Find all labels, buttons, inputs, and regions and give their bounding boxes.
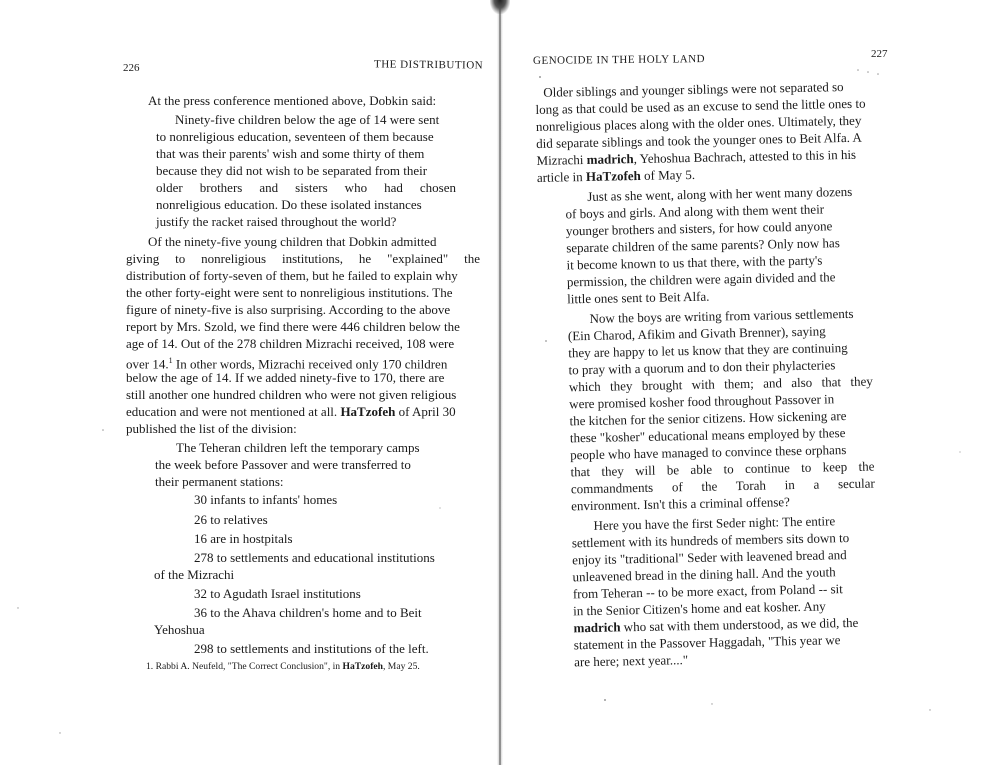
text-fragment: education and were not mentioned at all. xyxy=(126,404,338,419)
footnote-ref: 1 xyxy=(168,356,173,365)
text-fragment: In other words, Mizrachi received only 170 children xyxy=(172,356,448,372)
list-item: 36 to the Ahava children's home and to Beit xyxy=(194,605,422,620)
quote-line: it become known to us that there, with the party's xyxy=(566,252,823,273)
text-line: giving to nonreligious institutions, he "explained" the xyxy=(126,251,480,266)
right-running-head: GENOCIDE IN THE HOLY LAND xyxy=(532,53,706,67)
text-fragment: article in xyxy=(536,169,587,185)
text-line: unleavened bread in the dining hall. And the youth xyxy=(572,564,836,585)
quote-line: the kitchen for the senior citizens. How sickening are xyxy=(569,408,847,429)
text-line: still another one hundred children who were not given religious xyxy=(126,387,457,402)
list-item: 278 to settlements and educational institutions xyxy=(194,550,435,565)
text-fragment: of May 5. xyxy=(640,166,696,183)
text-line: below the age of 14. If we added ninety-five to 170, there are xyxy=(126,370,445,385)
text-line: figure of ninety-five is also surprising. According to the above xyxy=(126,302,451,317)
left-page-number: 226 xyxy=(123,62,140,74)
text-line: enjoy its "traditional" Seder with leavened bread and xyxy=(572,547,847,568)
text-line: At the press conference mentioned above, Dobkin said: xyxy=(148,93,437,108)
text-line: are here; next year...." xyxy=(574,652,689,670)
text-line: published the list of the division: xyxy=(126,421,297,436)
quote-line: The Teheran children left the temporary camps xyxy=(176,440,420,455)
quote-line: Now the boys are writing from various settlements xyxy=(589,305,854,326)
text-fragment: of April 30 xyxy=(395,404,456,419)
text-line: statement in the Passover Haggadah, "This year we xyxy=(573,632,841,653)
list-item: Yehoshua xyxy=(154,622,205,637)
list-item: 16 are in hostpitals xyxy=(194,531,293,546)
quote-line: permission, the children were again divided and the xyxy=(566,269,836,290)
text-fragment: , Yehoshua Bachrach, attested to this in his xyxy=(633,146,857,167)
right-page-number: 227 xyxy=(871,48,888,60)
list-item: 298 to settlements and institutions of the left. xyxy=(194,641,429,656)
quote-line: their permanent stations: xyxy=(155,474,284,489)
text-line: report by Mrs. Szold, we find there were 446 children below the xyxy=(126,319,460,334)
quote-line: separate children of the same parents? Only now has xyxy=(566,235,840,256)
text-fragment: who sat with them understood, as we did, the xyxy=(620,614,859,635)
text-line: Of the ninety-five young children that Dobkin admitted xyxy=(148,234,437,249)
text-fragment: over 14. xyxy=(126,356,169,372)
list-item: 32 to Agudath Israel institutions xyxy=(194,586,361,601)
text-line: Here you have the first Seder night: The entire xyxy=(593,513,836,533)
quote-line: to pray with a quorum and to don their phylacteries xyxy=(568,357,836,378)
text-fragment: Mizrachi xyxy=(536,151,587,168)
text-line: in the Senior Citizen's home and eat kosher. Any xyxy=(573,598,826,619)
text-line: did separate siblings and took the younger ones to Beit Alfa. A xyxy=(536,129,862,151)
quote-line: the week before Passover and were transferred to xyxy=(155,457,411,472)
quote-line: they are happy to let us know that they are continuing xyxy=(568,340,848,361)
text-line: distribution of forty-seven of them, but he failed to explain why xyxy=(126,268,458,283)
quote-line: because they did not wish to be separated from their xyxy=(156,163,428,178)
quote-line: that was their parents' wish and some thirty of them xyxy=(156,146,425,161)
quote-line: which they brought with them; and also that they xyxy=(568,373,873,395)
text-line: long as that could be used as an excuse to send the little ones to xyxy=(535,95,866,117)
quote-line: commandments of the Torah in a secular xyxy=(570,475,875,497)
list-item: 30 infants to infants' homes xyxy=(194,492,338,507)
right-page xyxy=(503,0,982,765)
newspaper-name: HaTzofeh xyxy=(342,661,383,672)
footnote-text: , May 25. xyxy=(383,661,420,672)
text-line: age of 14. Out of the 278 children Mizrachi received, 108 were xyxy=(126,336,455,351)
list-item: of the Mizrachi xyxy=(154,567,235,582)
quote-line: that they will be able to continue to keep the xyxy=(570,458,875,480)
footnote xyxy=(146,658,420,675)
quote-line: of boys and girls. And along with them went their xyxy=(565,201,825,222)
quote-line: people who have managed to convince these orphans xyxy=(570,442,847,463)
newspaper-name: HaTzofeh xyxy=(340,404,396,419)
text-line: the other forty-eight were sent to nonreligious institutions. The xyxy=(126,285,453,300)
quote-line: environment. Isn't this a criminal offense? xyxy=(571,494,791,514)
quote-line: little ones sent to Beit Alfa. xyxy=(567,288,710,307)
text-line xyxy=(537,166,695,186)
text-line: nonreligious places along with the older ones. Ultimately, they xyxy=(535,112,862,134)
quote-line: nonreligious education. Do these isolated instances xyxy=(156,197,422,212)
newspaper-name: HaTzofeh xyxy=(585,167,641,184)
list-item: 26 to relatives xyxy=(194,512,268,527)
quote-line: justify the racket raised throughout the world? xyxy=(156,214,397,229)
quote-line: Ninety-five children below the age of 14 were sent xyxy=(175,112,440,127)
right-text-block xyxy=(501,0,982,765)
text-line: from Teheran -- to be more exact, from Poland -- sit xyxy=(572,581,843,602)
left-running-head: THE DISTRIBUTION xyxy=(373,58,484,72)
quote-line: older brothers and sisters who had chosen xyxy=(156,180,456,195)
quote-line: were promised kosher food throughout Passover in xyxy=(569,391,835,412)
text-line xyxy=(126,403,456,420)
quote-line: Just as she went, along with her went many dozens xyxy=(587,183,853,204)
text-line: settlement with its hundreds of members sits down to xyxy=(571,530,850,551)
term-madrich: madrich xyxy=(586,151,634,167)
quote-line: younger brothers and sisters, for how could anyone xyxy=(565,218,833,239)
footnote-text: 1. Rabbi A. Neufeld, "The Correct Conclusion", in xyxy=(146,661,343,672)
quote-line: these "kosher" educational means employed by these xyxy=(569,425,846,446)
term-madrich: madrich xyxy=(573,619,621,636)
quote-line: (Ein Charod, Afikim and Givath Brenner), saying xyxy=(567,323,826,344)
quote-line: to nonreligious education, seventeen of them because xyxy=(156,129,434,144)
text-line: Older siblings and younger siblings were not separated so xyxy=(543,79,844,100)
